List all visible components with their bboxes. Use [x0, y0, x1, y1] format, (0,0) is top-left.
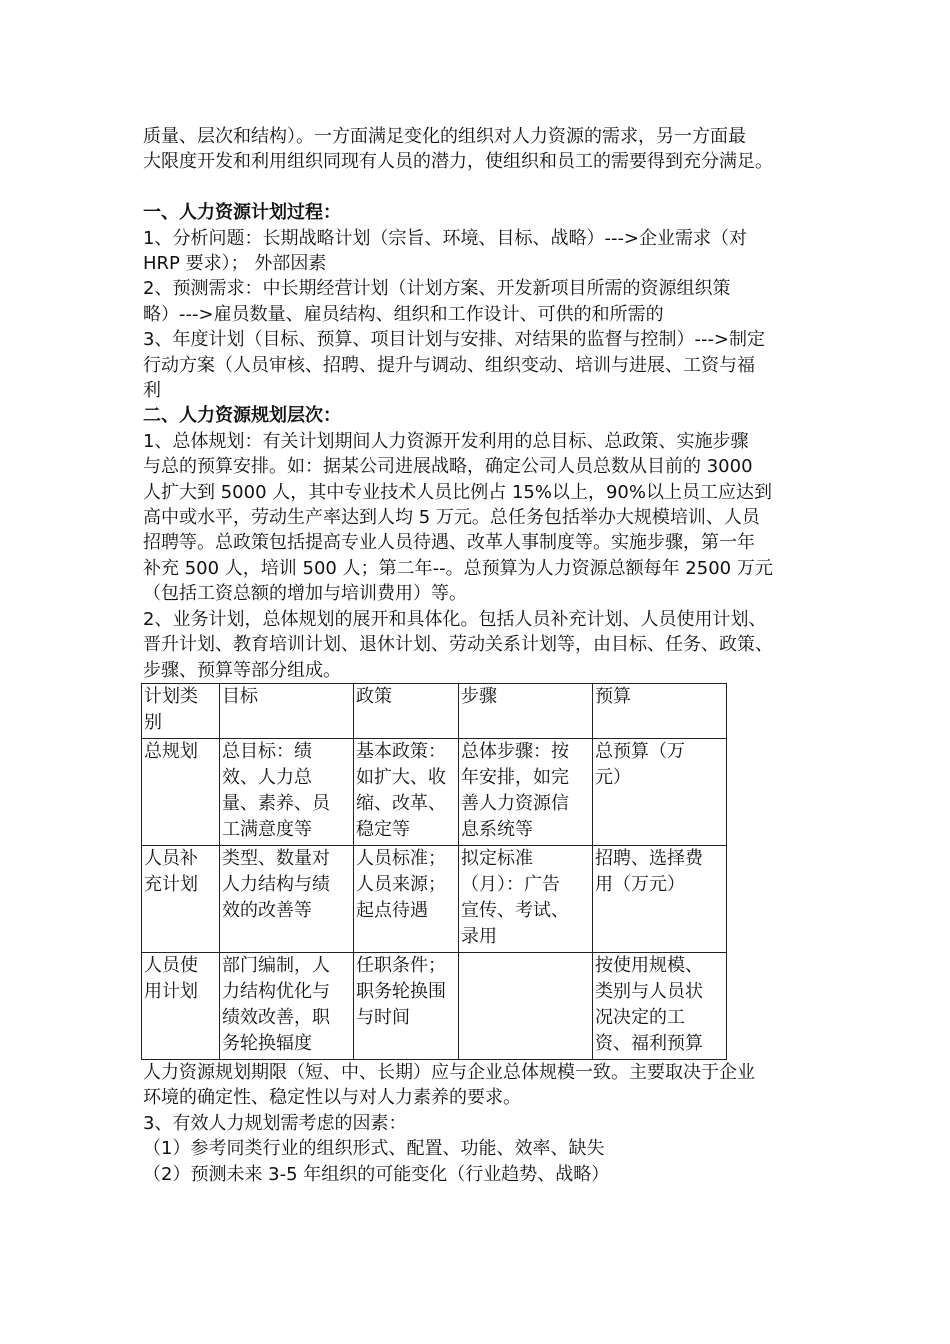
cell-line: 任职条件； — [356, 954, 446, 976]
cell-line: 用计划 — [144, 980, 198, 1002]
intro-line: 质量、层次和结构）。一方面满足变化的组织对人力资源的需求，另一方面最 — [143, 126, 746, 147]
cell-line: 况决定的工 — [595, 1006, 685, 1028]
cell-line: 拟定标准 — [461, 847, 533, 869]
cell-line: 总规划 — [144, 740, 198, 762]
body-line: 2、业务计划，总体规划的展开和具体化。包括人员补充计划、人员使用计划、 — [143, 608, 767, 630]
cell-line: 善人力资源信 — [461, 792, 569, 814]
body-line: 1、分析问题：长期战略计划（宗旨、环境、目标、战略）--->企业需求（对 — [143, 227, 748, 249]
cell-line: 与时间 — [356, 1006, 410, 1028]
table-cell — [459, 952, 593, 1059]
body-line: 步骤、预算等部分组成。 — [143, 659, 341, 681]
table-header-cell — [142, 683, 220, 738]
cell-line: 计划类 — [144, 685, 198, 707]
table-row — [142, 738, 727, 845]
table-header-cell — [220, 683, 354, 738]
cell-line: 别 — [144, 711, 162, 733]
cell-line: 政策 — [356, 685, 392, 707]
body-line: 补充 500 人，培训 500 人；第二年--。总预算为人力资源总额每年 2500 万元 — [143, 557, 773, 579]
cell-line: 用（万元） — [595, 873, 685, 895]
blank-line — [143, 175, 815, 200]
body-line: 利 — [143, 380, 161, 402]
body-line: 1、总体规划：有关计划期间人力资源开发利用的总目标、总政策、实施步骤 — [143, 430, 749, 452]
body-line: （1）参考同类行业的组织形式、配置、功能、效率、缺失 — [143, 1138, 605, 1160]
cell-line: 力结构优化与 — [222, 980, 330, 1002]
cell-line: 总预算（万 — [595, 740, 685, 762]
cell-line: 录用 — [461, 925, 497, 947]
body-line: 环境的确定性、稳定性以与对人力素养的要求。 — [143, 1087, 521, 1109]
cell-line: 人员补 — [144, 847, 198, 869]
body-line: 略）--->雇员数量、雇员结构、组织和工作设计、可供的和所需的 — [143, 303, 664, 325]
cell-line: 如扩大、收 — [356, 766, 446, 788]
cell-line: 绩效改善，职 — [222, 1006, 330, 1028]
cell-line: 宣传、考试、 — [461, 899, 569, 921]
cell-line: 目标 — [222, 685, 258, 707]
cell-line: 效、人力总 — [222, 766, 312, 788]
cell-line: 基本政策： — [356, 740, 446, 762]
table-row — [142, 845, 727, 952]
table-cell — [142, 845, 220, 952]
table-cell — [459, 845, 593, 952]
cell-line: 年安排，如完 — [461, 766, 569, 788]
cell-line: 总目标：绩 — [222, 740, 312, 762]
body-line: 行动方案（人员审核、招聘、提升与调动、组织变动、培训与进展、工资与福 — [143, 354, 755, 376]
table-cell — [593, 952, 727, 1059]
cell-line: 稳定等 — [356, 818, 410, 840]
table-header-cell — [459, 683, 593, 738]
document-page — [143, 124, 815, 1187]
cell-line: 人力结构与绩 — [222, 873, 330, 895]
cell-line: 部门编制，人 — [222, 954, 330, 976]
table-header-row — [142, 683, 727, 738]
body-line: 人扩大到 5000 人，其中专业技术人员比例占 15%以上，90%以上员工应达到 — [143, 481, 772, 503]
cell-line: 人员使 — [144, 954, 198, 976]
table-row — [142, 952, 727, 1059]
cell-line: 资、福利预算 — [595, 1032, 703, 1054]
body-line: 2、预测需求：中长期经营计划（计划方案、开发新项目所需的资源组织策 — [143, 278, 731, 300]
table-cell — [220, 952, 354, 1059]
body-line: 高中或水平，劳动生产率达到人均 5 万元。总任务包括举办大规模培训、人员 — [143, 507, 760, 529]
table-cell — [142, 952, 220, 1059]
table-cell — [220, 738, 354, 845]
cell-line: 类别与人员状 — [595, 980, 703, 1002]
cell-line: 类型、数量对 — [222, 847, 330, 869]
cell-line: 务轮换辐度 — [222, 1032, 312, 1054]
table-cell — [354, 738, 459, 845]
cell-line: 起点待遇 — [356, 899, 428, 921]
cell-line: 步骤 — [461, 685, 497, 707]
cell-line: 缩、改革、 — [356, 792, 446, 814]
cell-line: 预算 — [595, 685, 631, 707]
body-line: 人力资源规划期限（短、中、长期）应与企业总体规模一致。主要取决于企业 — [143, 1061, 755, 1083]
cell-line: 人员标准； — [356, 847, 446, 869]
cell-line: 量、素养、员 — [222, 792, 330, 814]
plan-table — [141, 683, 727, 1060]
table-cell — [354, 845, 459, 952]
body-line: 3、年度计划（目标、预算、项目计划与安排、对结果的监督与控制）--->制定 — [143, 329, 766, 351]
table-cell — [593, 845, 727, 952]
cell-line: 按使用规模、 — [595, 954, 703, 976]
cell-line: 总体步骤：按 — [461, 740, 569, 762]
intro-line: 大限度开发和利用组织同现有人员的潜力，使组织和员工的需要得到充分满足。 — [143, 151, 773, 173]
body-line: 3、有效人力规划需考虑的因素： — [143, 1112, 407, 1134]
section-heading: 二、人力资源规划层次： — [143, 405, 341, 427]
cell-line: 效的改善等 — [222, 899, 312, 921]
table-cell — [354, 952, 459, 1059]
table-cell — [593, 738, 727, 845]
cell-line: 职务轮换围 — [356, 980, 446, 1002]
cell-line: 息系统等 — [461, 818, 533, 840]
cell-line: 充计划 — [144, 873, 198, 895]
cell-line: 元） — [595, 766, 631, 788]
section-heading: 一、人力资源计划过程： — [143, 202, 341, 224]
table-cell — [142, 738, 220, 845]
body-line: 与总的预算安排。如：据某公司进展战略，确定公司人员总数从目前的 3000 — [143, 456, 753, 478]
table-header-cell — [354, 683, 459, 738]
body-line: （2）预测未来 3-5 年组织的可能变化（行业趋势、战略） — [143, 1163, 610, 1185]
table-header-cell — [593, 683, 727, 738]
table-cell — [220, 845, 354, 952]
body-line: 晋升计划、教育培训计划、退休计划、劳动关系计划等，由目标、任务、政策、 — [143, 634, 773, 656]
cell-line: 人员来源； — [356, 873, 446, 895]
body-line: 招聘等。总政策包括提高专业人员待遇、改革人事制度等。实施步骤，第一年 — [143, 532, 755, 554]
cell-line: （月）：广告 — [461, 873, 560, 895]
cell-line: 招聘、选择费 — [595, 847, 703, 869]
table-cell — [459, 738, 593, 845]
body-line: HRP 要求）； 外部因素 — [143, 253, 327, 275]
cell-line: 工满意度等 — [222, 818, 312, 840]
body-line: （包括工资总额的增加与培训费用）等。 — [143, 583, 467, 605]
